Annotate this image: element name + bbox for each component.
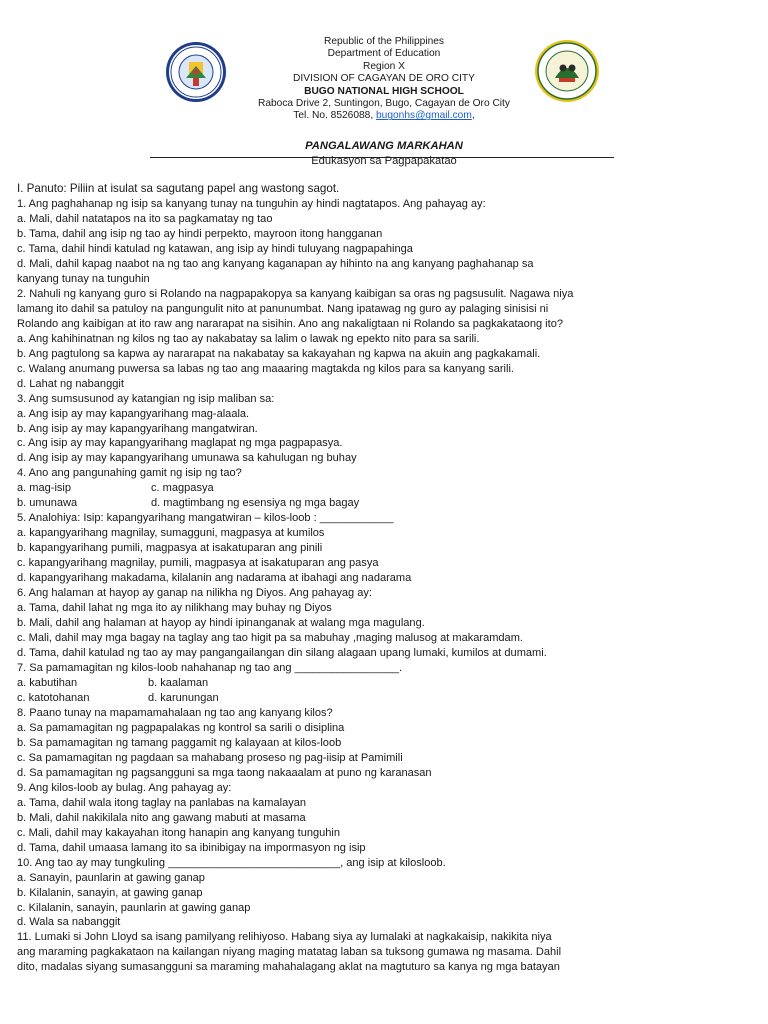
text-line: d. Wala sa nabanggit <box>17 916 121 929</box>
text-line: c. kapangyarihang magnilay, pumili, magpasya at isakatuparan ang pasya <box>17 557 379 570</box>
text-line: Rolando ang kaibigan at ito raw ang nararapat na sisihin. Ano ang nakaligtaan ni Rolando sa pagkakataong ito? <box>17 317 563 330</box>
letterhead-text <box>200 36 568 123</box>
text-line: c. Mali, dahil may kakayahan itong hanapin ang kanyang tunguhin <box>17 826 341 839</box>
text-line: c. Kilalanin, sanayin, paunlarin at gawing ganap <box>17 901 251 914</box>
choice-d: d. magtimbang ng esensiya ng mga bagay <box>151 497 360 510</box>
text-line: lamang ito dahil sa patuloy na pangungulit nito at panunumbat. Nang ipatawag ng guro ay palaging sinisisi ni <box>17 302 549 315</box>
header-contact <box>200 110 568 122</box>
text-line: 3. Ang sumsusunod ay katangian ng isip maliban sa: <box>17 392 275 405</box>
text-line: b. Kilalanin, sanayin, at gawing ganap <box>17 886 203 899</box>
text-line: 8. Paano tunay na mapamamahalaan ng tao ang kanyang kilos? <box>17 706 333 719</box>
text-line: ang maraming pagkakataon na kailangan niyang maging matatag laban sa tuksong gumawa ng masama. Dahil <box>17 946 562 959</box>
text-line: 5. Analohiya: Isip: kapangyarihang mangatwiran – kilos-loob : ____________ <box>17 512 394 525</box>
text-line: c. Sa pamamagitan ng pagdaan sa mahabang proseso ng pag-iisip at Pamimili <box>17 751 403 764</box>
text-line: c. Tama, dahil hindi katulad ng katawan, ang isip ay hindi tuluyang nagpapahinga <box>17 242 413 255</box>
text-line: d. Tama, dahil katulad ng tao ay may pangangailangan din silang alagaan upang lumaki, kumilos at dumami. <box>17 647 547 660</box>
choice-a: a. kabutihan <box>17 676 78 689</box>
subject-title: Edukasyon sa Pagpapakatao <box>311 155 457 167</box>
text-line: d. Ang isip ay may kapangyarihang umunawa sa kahulugan ng buhay <box>17 452 357 465</box>
text-line: d. Lahat ng nabanggit <box>17 377 124 390</box>
text-line: b. Tama, dahil ang isip ng tao ay hindi perpekto, mayroon itong hangganan <box>17 227 383 240</box>
choice-c: c. magpasya <box>151 482 214 495</box>
text-line: 10. Ang tao ay may tungkuling ____________________________, ang isip at kilosloob. <box>17 856 446 869</box>
text-line: b. Ang isip ay may kapangyarihang mangatwiran. <box>17 422 258 435</box>
text-line: 9. Ang kilos-loob ay bulag. Ang pahayag ay: <box>17 781 232 794</box>
text-line <box>17 496 752 511</box>
text-line: 11. Lumaki si John Lloyd sa isang pamilyang relihiyoso. Habang siya ay lumalaki at nagkakaisip, nakikita niya <box>17 931 552 944</box>
text-line: b. Mali, dahil ang halaman at hayop ay hindi ipinanganak at walang mga magulang. <box>17 617 425 630</box>
text-line: d. kapangyarihang makadama, kilalanin ang nadarama at ibahagi ang nadarama <box>17 572 412 585</box>
choice-a: a. mag-isip <box>17 482 72 495</box>
text-line: a. Sa pamamagitan ng pagpapalakas ng kontrol sa sarili o disiplina <box>17 721 345 734</box>
text-line: 1. Ang paghahanap ng isip sa kanyang tunay na tunguhin ay hindi nagtatapos. Ang pahayag ay: <box>17 197 486 210</box>
text-line: b. Sa pamamagitan ng tamang paggamit ng kalayaan at kilos-loob <box>17 736 342 749</box>
text-line: d. Tama, dahil umaasa lamang ito sa ibinibigay na impormasyon ng isip <box>17 841 366 854</box>
text-line: kanyang tunay na tunguhin <box>17 272 150 285</box>
text-line: 6. Ang halaman at hayop ay ganap na nilikha ng Diyos. Ang pahayag ay: <box>17 587 372 600</box>
text-line: 2. Nahuli ng kanyang guro si Rolando na nagpapakopya sa kanyang kaibigan sa oras ng pagsusulit. Nagawa niya <box>17 287 574 300</box>
choice-c: c. katotohanan <box>17 691 90 704</box>
choice-b: b. kaalaman <box>148 676 209 689</box>
text-line: d. Mali, dahil kapag naabot na ng tao ang kanyang kaganapan ay hihinto na ang kanyang paghahanap sa <box>17 257 534 270</box>
instruction-line: I. Panuto: Piliin at isulat sa sagutang papel ang wastong sagot. <box>17 182 340 195</box>
text-line <box>17 691 752 706</box>
text-line: a. Tama, dahil lahat ng mga ito ay nilikhang may buhay ng Diyos <box>17 602 332 615</box>
text-line: b. Mali, dahil nakikilala nito ang gawang mabuti at masama <box>17 811 306 824</box>
header-division: DIVISION OF CAGAYAN DE ORO CITY <box>293 73 475 85</box>
text-line: c. Mali, dahil may mga bagay na taglay ang tao higit pa sa mabuhay ,maging malusog at makaramdam. <box>17 632 523 645</box>
quarter-title: PANGALAWANG MARKAHAN <box>305 140 463 152</box>
letterhead <box>0 34 768 128</box>
text-line: c. Ang isip ay may kapangyarihang maglapat ng mga pagpapasya. <box>17 437 343 450</box>
text-line <box>17 676 752 691</box>
text-line: a. Sanayin, paunlarin at gawing ganap <box>17 871 205 884</box>
header-region: Region X <box>363 60 405 72</box>
header-address: Raboca Drive 2, Suntingon, Bugo, Cagayan de Oro City <box>257 98 510 110</box>
text-line: a. Ang isip ay may kapangyarihang mag-alaala. <box>17 407 250 420</box>
text-line: dito, madalas siyang sumasangguni sa maraming mahahalagang aklat na magtuturo sa kanya ng mga batayan <box>17 961 560 974</box>
header-department: Department of Education <box>327 48 441 60</box>
text-line: a. kapangyarihang magnilay, sumagguni, magpasya at kumilos <box>17 527 325 540</box>
text-line: d. Sa pamamagitan ng pagsangguni sa mga taong nakaaalam at puno ng karanasan <box>17 766 432 779</box>
text-line: b. Ang pagtulong sa kapwa ay nararapat na nakabatay sa kakayahan ng kapwa na akuin ang pagkakamali. <box>17 347 541 360</box>
text-line: 7. Sa pamamagitan ng kilos-loob nahahanap ng tao ang _________________. <box>17 662 403 674</box>
text-line: a. Ang kahihinatnan ng kilos ng tao ay nakabatay sa lalim o lawak ng epekto nito para sa sarili. <box>17 332 480 345</box>
text-line: 4. Ano ang pangunahing gamit ng isip ng tao? <box>17 467 242 480</box>
choice-b: b. umunawa <box>17 497 78 510</box>
text-line: c. Walang anumang puwersa sa labas ng tao ang maaaring magtakda ng kilos para sa kanyang sarili. <box>17 362 514 375</box>
header-tel-end: , <box>471 110 475 122</box>
text-line: b. kapangyarihang pumili, magpasya at isakatuparan ang pinili <box>17 542 323 555</box>
header-school-name: BUGO NATIONAL HIGH SCHOOL <box>304 85 464 97</box>
exam-body <box>17 182 752 975</box>
header-tel: Tel. No. 8526088, <box>293 110 376 122</box>
header-republic: Republic of the Philippines <box>323 36 445 47</box>
text-line: a. Mali, dahil natatapos na ito sa pagkamatay ng tao <box>17 212 273 225</box>
text-line: a. Tama, dahil wala itong taglay na panlabas na kamalayan <box>17 796 307 809</box>
choice-d: d. karunungan <box>148 691 219 704</box>
text-line <box>17 481 752 496</box>
header-email-link[interactable]: bugonhs@gmail.com <box>375 110 472 122</box>
